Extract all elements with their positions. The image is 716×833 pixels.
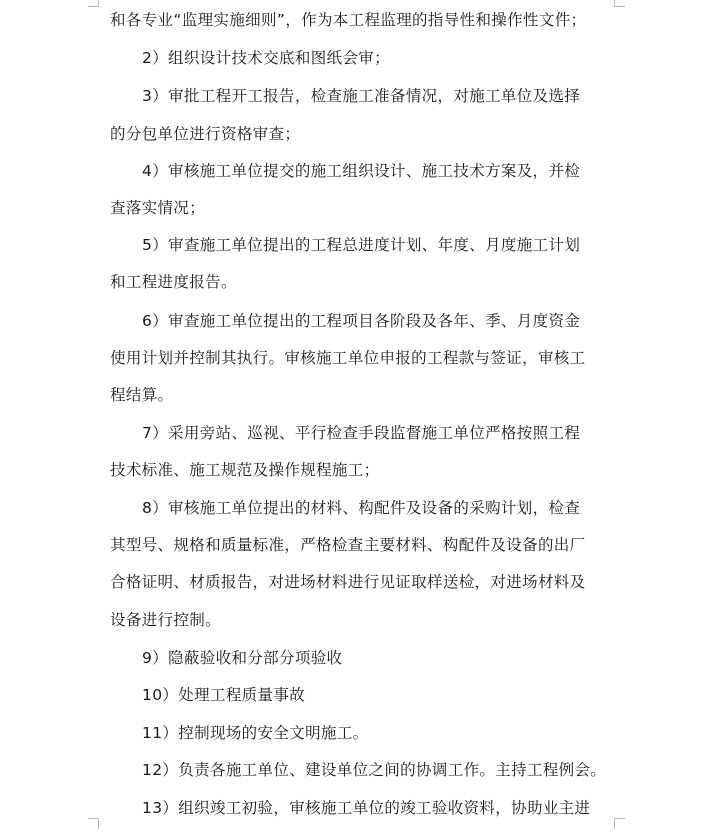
text-line-5: 4）审核施工单位提交的施工组织设计、施工技术方案及，并检 bbox=[142, 162, 581, 180]
text-line-22: 13）组织竣工初验，审核施工单位的竣工验收资料，协助业主进 bbox=[142, 799, 591, 817]
text-line-14: 8）审核施工单位提出的材料、构配件及设备的采购计划，检查 bbox=[142, 499, 581, 517]
text-line-12: 7）采用旁站、巡视、平行检查手段监督施工单位严格按照工程 bbox=[142, 424, 581, 442]
text-line-13: 技术标准、施工规范及操作规程施工； bbox=[110, 461, 380, 479]
text-line-15: 其型号、规格和质量标准，严格检查主要材料、构配件及设备的出厂 bbox=[110, 536, 586, 554]
text-line-16: 合格证明、材质报告，对进场材料进行见证取样送检，对进场材料及 bbox=[110, 573, 586, 591]
text-line-21: 12）负责各施工单位、建设单位之间的协调工作。主持工程例会。 bbox=[142, 761, 607, 779]
text-line-10: 使用计划并控制其执行。审核施工单位申报的工程款与签证，审核工 bbox=[110, 349, 586, 367]
page-corner-mark-bottom-right bbox=[614, 818, 625, 829]
text-line-9: 6）审查施工单位提出的工程项目各阶段及各年、季、月度资金 bbox=[142, 312, 581, 330]
text-line-11: 程结算。 bbox=[110, 386, 174, 404]
text-line-17: 设备进行控制。 bbox=[110, 611, 221, 629]
text-line-6: 查落实情况； bbox=[110, 199, 206, 217]
page-corner-mark-top-left bbox=[88, 0, 99, 7]
text-line-8: 和工程进度报告。 bbox=[110, 273, 237, 291]
text-line-4: 的分包单位进行资格审查； bbox=[110, 125, 301, 143]
text-line-1: 和各专业“监理实施细则”，作为本工程监理的指导性和操作性文件； bbox=[110, 11, 587, 29]
text-line-2: 2）组织设计技术交底和图纸会审； bbox=[142, 49, 390, 67]
page-corner-mark-bottom-left bbox=[88, 818, 99, 829]
text-line-20: 11）控制现场的安全文明施工。 bbox=[142, 724, 369, 742]
text-line-19: 10）处理工程质量事故 bbox=[142, 686, 306, 704]
text-line-3: 3）审批工程开工报告，检查施工准备情况，对施工单位及选择 bbox=[142, 87, 581, 105]
text-line-18: 9）隐蔽验收和分部分项验收 bbox=[142, 649, 343, 667]
page-corner-mark-top-right bbox=[614, 0, 625, 7]
text-line-7: 5）审查施工单位提出的工程总进度计划、年度、月度施工计划 bbox=[142, 236, 581, 254]
